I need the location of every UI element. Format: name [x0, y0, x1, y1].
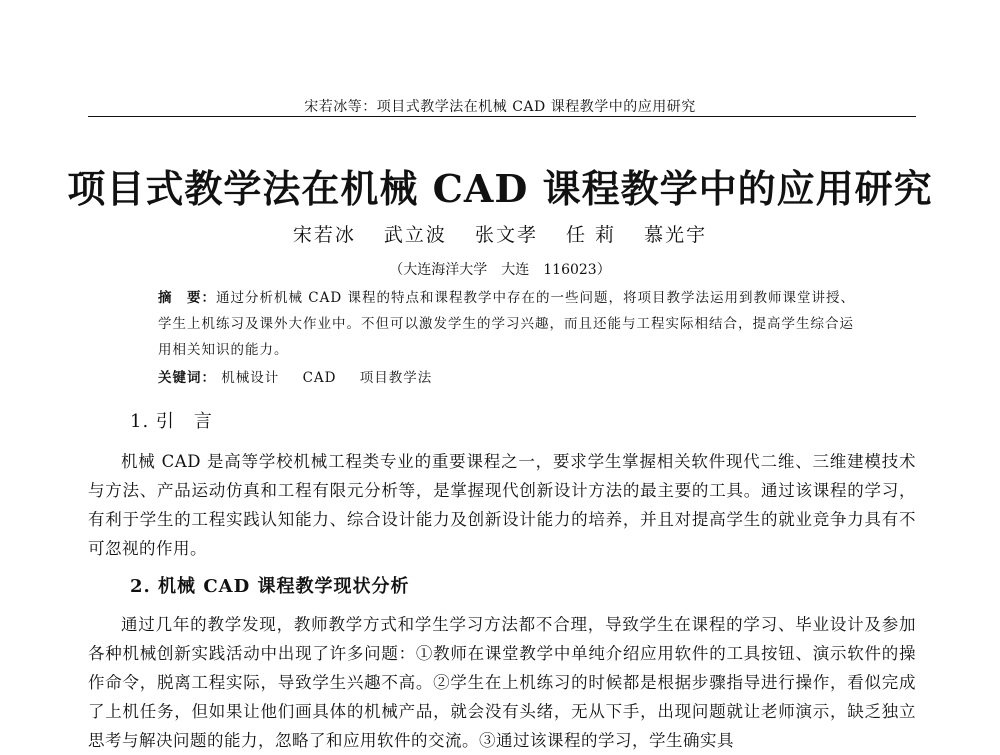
author-name: 武立波: [383, 224, 447, 246]
abstract-text: 通过分析机械 CAD 课程的特点和课程教学中存在的一些问题，将项目教学法运用到教师课堂讲授、学生上机练习及课外大作业中。不但可以激发学生的学习兴趣，而且还能与工程实际相结合，提高学生综合运用相关知识的能力。: [158, 290, 855, 358]
keywords-label: 关键词：: [158, 370, 216, 386]
section-heading-introduction: 1. 引 言: [130, 411, 213, 432]
section-paragraph: 机械 CAD 是高等学校机械工程类专业的重要课程之一，要求学生掌握相关软件现代二维、三维建模技术与方法、产品运动仿真和工程有限元分析等，是掌握现代创新设计方法的最主要的工具。通过该课程的学习，有利于学生的工程实践认知能力、综合设计能力及创新设计能力的培养，并且对提高学生的就业竞争力具有不可忽视的作用。: [88, 452, 916, 558]
running-header: 宋若冰等：项目式教学法在机械 CAD 课程教学中的应用研究: [304, 99, 696, 115]
author-name: 张文孝: [474, 224, 538, 246]
abstract-label: 摘 要：: [158, 290, 216, 306]
keyword: CAD: [302, 370, 337, 386]
author-name: 任 莉: [566, 224, 617, 246]
affiliation: （大连海洋大学 大连 116023）: [389, 262, 611, 278]
keywords: [158, 366, 858, 386]
author-list: [0, 220, 1000, 247]
abstract: [158, 285, 858, 363]
author-name: 慕光宇: [644, 224, 708, 246]
header-rule: [88, 116, 916, 117]
keyword: 机械设计: [221, 370, 280, 386]
author-name: 宋若冰: [292, 224, 356, 246]
paper-title: 项目式教学法在机械 CAD 课程教学中的应用研究: [67, 166, 933, 211]
keyword: 项目教学法: [359, 370, 433, 386]
section-heading-status-analysis: 2. 机械 CAD 课程教学现状分析: [130, 576, 410, 597]
section-paragraph: 通过几年的教学发现，教师教学方式和学生学习方法都不合理，导致学生在课程的学习、毕业设计及参加各种机械创新实践活动中出现了许多问题：①教师在课堂教学中单纯介绍应用软件的工具按钮、演示软件的操作命令，脱离工程实际，导致学生兴趣不高。②学生在上机练习的时候都是根据步骤指导进行操作，看似完成了上机任务，但如果让他们画具体的机械产品，就会没有头绪，无从下手，出现问题就让老师演示，缺乏独立思考与解决问题的能力，忽略了和应用软件的交流。③通过该课程的学习，学生确实具: [88, 615, 916, 750]
